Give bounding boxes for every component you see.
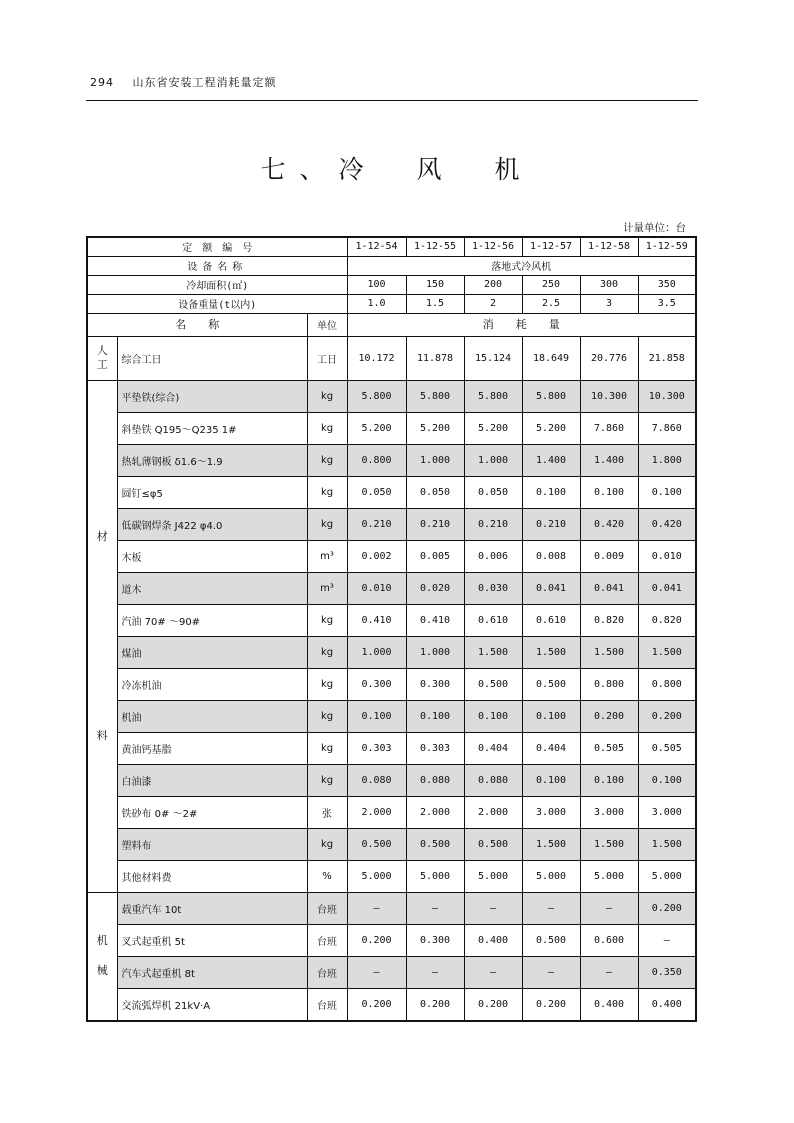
value-cell: 1.500 — [580, 828, 638, 860]
value-cell: — — [522, 892, 580, 924]
code-cell: 1-12-55 — [406, 237, 464, 256]
value-cell: 0.210 — [406, 508, 464, 540]
item-name: 冷冻机油 — [117, 668, 307, 700]
table-row — [87, 604, 696, 636]
table-row — [87, 380, 696, 412]
value-cell: 0.210 — [347, 508, 406, 540]
value-cell: 0.002 — [347, 540, 406, 572]
value-cell: 0.300 — [347, 668, 406, 700]
item-unit: kg — [307, 732, 347, 764]
value-cell: 0.100 — [580, 476, 638, 508]
area-label: 冷却面积(㎡) — [87, 275, 347, 294]
value-cell: — — [347, 892, 406, 924]
value-cell: 0.200 — [580, 700, 638, 732]
value-cell: 0.303 — [406, 732, 464, 764]
col-name-header: 名 称 — [87, 313, 307, 336]
category-labor — [87, 336, 117, 380]
item-unit: m³ — [307, 572, 347, 604]
value-cell: 0.100 — [580, 764, 638, 796]
value-cell: — — [638, 924, 696, 956]
item-unit: 台班 — [307, 924, 347, 956]
item-unit: kg — [307, 508, 347, 540]
table-row — [87, 892, 696, 924]
code-cell: 1-12-57 — [522, 237, 580, 256]
value-cell: 1.500 — [638, 636, 696, 668]
value-cell: 0.005 — [406, 540, 464, 572]
column-header-row — [87, 313, 696, 336]
item-name: 平垫铁(综合) — [117, 380, 307, 412]
weight-cell: 3.5 — [638, 294, 696, 313]
category-char: 人 — [96, 344, 108, 358]
value-cell: 0.200 — [464, 988, 522, 1021]
item-unit: kg — [307, 700, 347, 732]
code-cell: 1-12-58 — [580, 237, 638, 256]
running-header — [90, 74, 291, 90]
item-name: 圆钉≤φ5 — [117, 476, 307, 508]
area-cell: 300 — [580, 275, 638, 294]
value-cell: 0.820 — [580, 604, 638, 636]
area-cell: 200 — [464, 275, 522, 294]
value-cell: 0.080 — [406, 764, 464, 796]
value-cell: 0.200 — [406, 988, 464, 1021]
value-cell: 1.400 — [522, 444, 580, 476]
value-cell: 2.000 — [347, 796, 406, 828]
value-cell: 0.800 — [347, 444, 406, 476]
item-name: 热轧薄钢板 δ1.6～1.9 — [117, 444, 307, 476]
value-cell: 3.000 — [522, 796, 580, 828]
value-cell: 1.400 — [580, 444, 638, 476]
value-cell: 0.080 — [464, 764, 522, 796]
item-name: 白油漆 — [117, 764, 307, 796]
value-cell: 0.100 — [638, 476, 696, 508]
value-cell: 0.200 — [347, 924, 406, 956]
table-row — [87, 636, 696, 668]
category-char: 工 — [96, 358, 108, 371]
value-cell: 0.100 — [522, 700, 580, 732]
value-cell: — — [406, 956, 464, 988]
item-unit: kg — [307, 828, 347, 860]
item-unit: kg — [307, 668, 347, 700]
value-cell: 1.000 — [406, 444, 464, 476]
value-cell: 1.000 — [464, 444, 522, 476]
value-cell: 5.200 — [522, 412, 580, 444]
category-char: 材 — [96, 529, 108, 543]
value-cell: 2.000 — [406, 796, 464, 828]
value-cell: 0.410 — [406, 604, 464, 636]
area-cell: 350 — [638, 275, 696, 294]
value-cell: 0.200 — [638, 700, 696, 732]
value-cell: 0.400 — [580, 988, 638, 1021]
value-cell: 0.200 — [347, 988, 406, 1021]
item-name: 机油 — [117, 700, 307, 732]
code-cell: 1-12-59 — [638, 237, 696, 256]
item-name: 低碳钢焊条 J422 φ4.0 — [117, 508, 307, 540]
table-row — [87, 732, 696, 764]
value-cell: — — [522, 956, 580, 988]
value-cell: 0.500 — [522, 668, 580, 700]
category-machinery — [87, 892, 117, 1021]
value-cell: 0.404 — [464, 732, 522, 764]
quota-table-body — [87, 237, 696, 1021]
value-cell: — — [464, 956, 522, 988]
table-row — [87, 828, 696, 860]
item-name: 木板 — [117, 540, 307, 572]
value-cell: — — [580, 892, 638, 924]
col-unit-header: 单位 — [307, 313, 347, 336]
code-label: 定 额 编 号 — [87, 237, 347, 256]
item-name: 叉式起重机 5t — [117, 924, 307, 956]
table-row — [87, 796, 696, 828]
value-cell: 0.100 — [638, 764, 696, 796]
book-title: 山东省安装工程消耗量定额 — [132, 76, 277, 89]
table-row — [87, 668, 696, 700]
item-unit: kg — [307, 444, 347, 476]
item-name: 铁砂布 0# ～2# — [117, 796, 307, 828]
value-cell: 5.000 — [464, 860, 522, 892]
value-cell: 0.505 — [580, 732, 638, 764]
value-cell: 5.200 — [347, 412, 406, 444]
value-cell: 0.420 — [580, 508, 638, 540]
value-cell: 0.008 — [522, 540, 580, 572]
col-consumption-header: 消 耗 量 — [347, 313, 696, 336]
value-cell: 0.400 — [638, 988, 696, 1021]
labor-row — [87, 336, 696, 380]
value-cell: 0.303 — [347, 732, 406, 764]
value-cell: 0.080 — [347, 764, 406, 796]
value-cell: 0.100 — [464, 700, 522, 732]
category-char: 机 — [96, 934, 108, 948]
item-unit: kg — [307, 476, 347, 508]
item-unit: kg — [307, 636, 347, 668]
value-cell: 5.800 — [464, 380, 522, 412]
item-name: 塑料布 — [117, 828, 307, 860]
table-row — [87, 700, 696, 732]
value-cell: 5.200 — [464, 412, 522, 444]
value-cell: 0.050 — [464, 476, 522, 508]
quota-table — [86, 236, 697, 1022]
value-cell: 3.000 — [638, 796, 696, 828]
value-cell: 0.010 — [638, 540, 696, 572]
value-cell: 20.776 — [580, 336, 638, 380]
value-cell: 0.041 — [638, 572, 696, 604]
item-name: 汽车式起重机 8t — [117, 956, 307, 988]
value-cell: 5.200 — [406, 412, 464, 444]
item-unit: 台班 — [307, 892, 347, 924]
category-char: 械 — [96, 964, 108, 977]
value-cell: 21.858 — [638, 336, 696, 380]
value-cell: 0.500 — [464, 668, 522, 700]
item-name: 黄油钙基脂 — [117, 732, 307, 764]
item-name: 其他材料费 — [117, 860, 307, 892]
value-cell: 0.041 — [522, 572, 580, 604]
value-cell: 0.100 — [522, 764, 580, 796]
table-row — [87, 412, 696, 444]
code-cell: 1-12-56 — [464, 237, 522, 256]
value-cell: 5.800 — [406, 380, 464, 412]
value-cell: 5.000 — [638, 860, 696, 892]
item-unit: 工日 — [307, 336, 347, 380]
item-unit: 张 — [307, 796, 347, 828]
value-cell: 0.200 — [522, 988, 580, 1021]
value-cell: 0.010 — [347, 572, 406, 604]
value-cell: — — [580, 956, 638, 988]
area-row — [87, 275, 696, 294]
item-unit: 台班 — [307, 956, 347, 988]
value-cell: 0.210 — [522, 508, 580, 540]
item-unit: % — [307, 860, 347, 892]
page-number: 294 — [90, 76, 114, 89]
code-row — [87, 237, 696, 256]
value-cell: 0.006 — [464, 540, 522, 572]
table-row — [87, 540, 696, 572]
value-cell: 7.860 — [638, 412, 696, 444]
value-cell: 18.649 — [522, 336, 580, 380]
item-name: 交流弧焊机 21kV·A — [117, 988, 307, 1021]
table-row — [87, 988, 696, 1021]
value-cell: 1.500 — [464, 636, 522, 668]
device-name-label: 设备名称 — [87, 256, 347, 275]
area-cell: 150 — [406, 275, 464, 294]
value-cell: 5.800 — [347, 380, 406, 412]
value-cell: 0.041 — [580, 572, 638, 604]
area-cell: 100 — [347, 275, 406, 294]
item-name: 斜垫铁 Q195～Q235 1# — [117, 412, 307, 444]
table-row — [87, 572, 696, 604]
weight-row — [87, 294, 696, 313]
value-cell: 0.500 — [464, 828, 522, 860]
code-cell: 1-12-54 — [347, 237, 406, 256]
value-cell: 3.000 — [580, 796, 638, 828]
value-cell: 0.100 — [347, 700, 406, 732]
value-cell: 0.600 — [580, 924, 638, 956]
value-cell: 0.210 — [464, 508, 522, 540]
section-title: 七、冷 风 机 — [260, 155, 534, 184]
unit-note: 计量单位：台 — [623, 222, 686, 234]
value-cell: 5.800 — [522, 380, 580, 412]
weight-cell: 3 — [580, 294, 638, 313]
device-name-row — [87, 256, 696, 275]
value-cell: 0.050 — [347, 476, 406, 508]
value-cell: 1.800 — [638, 444, 696, 476]
value-cell: 1.500 — [522, 828, 580, 860]
item-unit: kg — [307, 764, 347, 796]
weight-cell: 1.0 — [347, 294, 406, 313]
weight-cell: 1.5 — [406, 294, 464, 313]
value-cell: 1.000 — [347, 636, 406, 668]
item-name: 载重汽车 10t — [117, 892, 307, 924]
value-cell: — — [347, 956, 406, 988]
table-row — [87, 444, 696, 476]
table-row — [87, 860, 696, 892]
value-cell: 0.020 — [406, 572, 464, 604]
weight-cell: 2 — [464, 294, 522, 313]
value-cell: 11.878 — [406, 336, 464, 380]
value-cell: 0.820 — [638, 604, 696, 636]
value-cell: 5.000 — [347, 860, 406, 892]
value-cell: 1.500 — [580, 636, 638, 668]
weight-label: 设备重量(t以内) — [87, 294, 347, 313]
item-unit: kg — [307, 412, 347, 444]
value-cell: 1.500 — [522, 636, 580, 668]
category-char: 料 — [96, 728, 108, 742]
value-cell: 0.800 — [580, 668, 638, 700]
value-cell: 7.860 — [580, 412, 638, 444]
value-cell: 0.300 — [406, 924, 464, 956]
value-cell: 0.350 — [638, 956, 696, 988]
weight-cell: 2.5 — [522, 294, 580, 313]
value-cell: 0.009 — [580, 540, 638, 572]
value-cell: 0.500 — [522, 924, 580, 956]
value-cell: 10.300 — [638, 380, 696, 412]
value-cell: — — [406, 892, 464, 924]
table-row — [87, 476, 696, 508]
item-unit: m³ — [307, 540, 347, 572]
value-cell: 0.610 — [464, 604, 522, 636]
value-cell: 0.420 — [638, 508, 696, 540]
value-cell: 10.300 — [580, 380, 638, 412]
item-name: 汽油 70# ～90# — [117, 604, 307, 636]
item-unit: 台班 — [307, 988, 347, 1021]
value-cell: 5.000 — [406, 860, 464, 892]
value-cell: 0.400 — [464, 924, 522, 956]
table-row — [87, 924, 696, 956]
item-unit: kg — [307, 604, 347, 636]
value-cell: 1.500 — [638, 828, 696, 860]
value-cell: 0.610 — [522, 604, 580, 636]
table-row — [87, 956, 696, 988]
device-name: 落地式冷风机 — [347, 256, 696, 275]
table-row — [87, 508, 696, 540]
value-cell: 1.000 — [406, 636, 464, 668]
value-cell: 10.172 — [347, 336, 406, 380]
value-cell: 0.404 — [522, 732, 580, 764]
value-cell: 0.500 — [406, 828, 464, 860]
value-cell: 0.100 — [406, 700, 464, 732]
value-cell: 15.124 — [464, 336, 522, 380]
value-cell: 0.050 — [406, 476, 464, 508]
value-cell: 0.100 — [522, 476, 580, 508]
value-cell: 0.505 — [638, 732, 696, 764]
area-cell: 250 — [522, 275, 580, 294]
item-name: 道木 — [117, 572, 307, 604]
value-cell: 0.200 — [638, 892, 696, 924]
item-name: 综合工日 — [117, 336, 307, 380]
value-cell: 0.030 — [464, 572, 522, 604]
item-name: 煤油 — [117, 636, 307, 668]
value-cell: — — [464, 892, 522, 924]
header-rule — [86, 100, 698, 101]
item-unit: kg — [307, 380, 347, 412]
value-cell: 5.000 — [522, 860, 580, 892]
value-cell: 0.800 — [638, 668, 696, 700]
value-cell: 5.000 — [580, 860, 638, 892]
category-materials — [87, 380, 117, 892]
value-cell: 0.500 — [347, 828, 406, 860]
value-cell: 2.000 — [464, 796, 522, 828]
value-cell: 0.300 — [406, 668, 464, 700]
table-row — [87, 764, 696, 796]
value-cell: 0.410 — [347, 604, 406, 636]
